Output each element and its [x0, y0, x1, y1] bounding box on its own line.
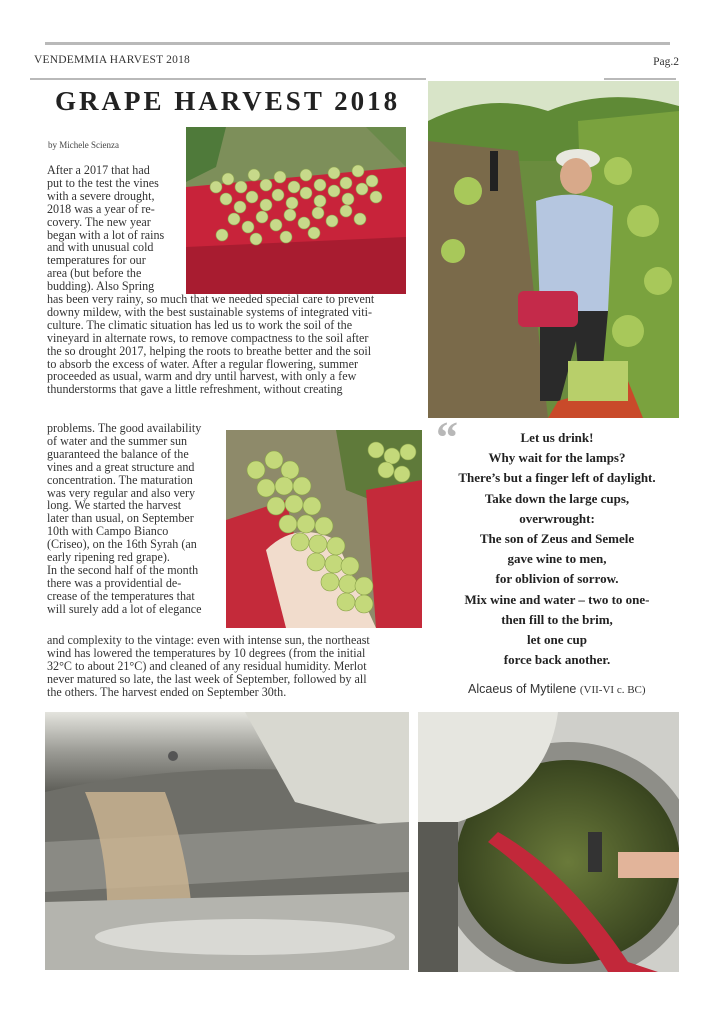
article-title: GRAPE HARVEST 2018: [55, 86, 401, 116]
quote-mark-icon: “: [436, 413, 458, 462]
text-line: to absorb the excess of water. After a regular flowering, summer: [47, 356, 358, 371]
text-line: was very regular and also very: [47, 485, 196, 500]
header-bottom-rule: [30, 78, 426, 80]
text-line: concentration. The maturation: [47, 472, 193, 487]
text-line: temperatures for our: [47, 253, 146, 268]
text-line: put to the test the vines: [47, 175, 159, 190]
poem-line: The son of Zeus and Semele: [479, 531, 635, 547]
grapes-crate-photo: [186, 127, 406, 294]
text-line: 10th with Campo Bianco: [47, 524, 169, 539]
text-line: vineyard in alternate rows, to remove compactness to the soil after: [47, 330, 369, 345]
poem: [436, 428, 678, 670]
byline: by Michele Scienza: [48, 140, 119, 150]
text-line: thunderstorms that gave a little refreshment, without creating: [47, 382, 343, 397]
text-line: began with a lot of rains: [47, 227, 165, 242]
poem-line: Take down the large cups,: [484, 490, 630, 506]
publication-name: VENDEMMIA HARVEST 2018: [34, 54, 190, 66]
page-number: Pag.2: [653, 56, 679, 68]
destemmer-photo: [45, 712, 409, 970]
hand-grapes-photo: [226, 430, 422, 628]
text-line: of water and the summer sun: [47, 433, 188, 448]
article-paragraph-3: [47, 422, 225, 616]
text-line: long. We started the harvest: [47, 498, 182, 513]
article-paragraph-2: [47, 293, 427, 396]
text-line: later than usual, on September: [47, 511, 194, 526]
quote-attribution: [468, 682, 646, 696]
text-line: and complexity to the vintage: even with intense sun, the northeast: [47, 633, 370, 647]
text-line: covery. The new year: [47, 214, 151, 229]
header-bottom-rule-right: [604, 78, 676, 80]
text-line: culture. The climatic situation has led us to work the soil of the: [47, 317, 353, 332]
text-line: early ripening red grape).: [47, 550, 170, 565]
poem-line: overwrought:: [519, 510, 595, 526]
text-line: proceeded as usual, warm and dry until harvest, with only a few: [47, 369, 357, 384]
quote-author: Alcaeus of Mytilene: [468, 682, 577, 696]
text-line: the others. The harvest ended on September 30th.: [47, 684, 287, 699]
poem-line: let one cup: [527, 632, 587, 648]
text-line: wind has lowered the temperatures by 10 degrees (from the initial: [47, 645, 366, 660]
text-line: problems. The good availability: [47, 421, 202, 435]
text-line: has been very rainy, so much that we needed special care to prevent: [47, 292, 375, 306]
poem-line: Why wait for the lamps?: [488, 450, 626, 466]
article-paragraph-4: [47, 634, 427, 699]
poem-line: Let us drink!: [520, 430, 594, 445]
header-top-rule: [45, 42, 670, 45]
poem-line: Mix wine and water – two to one-: [464, 591, 650, 607]
poem-line: There’s but a finger left of daylight.: [458, 470, 656, 486]
poem-line: force back another.: [503, 652, 611, 668]
text-line: the so drought 2017, helping the roots to breathe better and the soil: [47, 343, 372, 358]
quote-era: (VII-VI c. BC): [579, 684, 646, 696]
fermentation-tank-photo: [418, 712, 679, 972]
text-line: 32°C to about 21°C) and cleaned of any residual humidity. Merlot: [47, 658, 367, 673]
text-line: budding). Also Spring: [47, 279, 155, 294]
text-line: vines and a great structure and: [47, 459, 195, 474]
text-line: downy mildew, with the best sustainable systems of integrated viti-: [47, 304, 373, 319]
text-line: In the second half of the month: [47, 562, 199, 577]
text-line: area (but before the: [47, 266, 142, 281]
text-line: 2018 was a year of re-: [47, 201, 155, 216]
poem-line: for oblivion of sorrow.: [495, 571, 619, 587]
text-line: (Criseo), on the 16th Syrah (an: [47, 537, 197, 552]
harvester-photo: [428, 81, 679, 418]
poem-line: gave wine to men,: [507, 551, 607, 567]
text-line: there was a providential de-: [47, 575, 182, 590]
text-line: guaranteed the balance of the: [47, 446, 189, 461]
text-line: with a severe drought,: [47, 188, 155, 203]
article-paragraph-1: [47, 164, 185, 293]
text-line: never matured so late, the last week of September, followed by all: [47, 671, 367, 686]
text-line: will surely add a lot of elegance: [47, 601, 202, 616]
text-line: After a 2017 that had: [47, 163, 150, 177]
text-line: and with unusual cold: [47, 240, 154, 255]
poem-line: then fill to the brim,: [501, 611, 613, 627]
text-line: crease of the temperatures that: [47, 588, 195, 603]
